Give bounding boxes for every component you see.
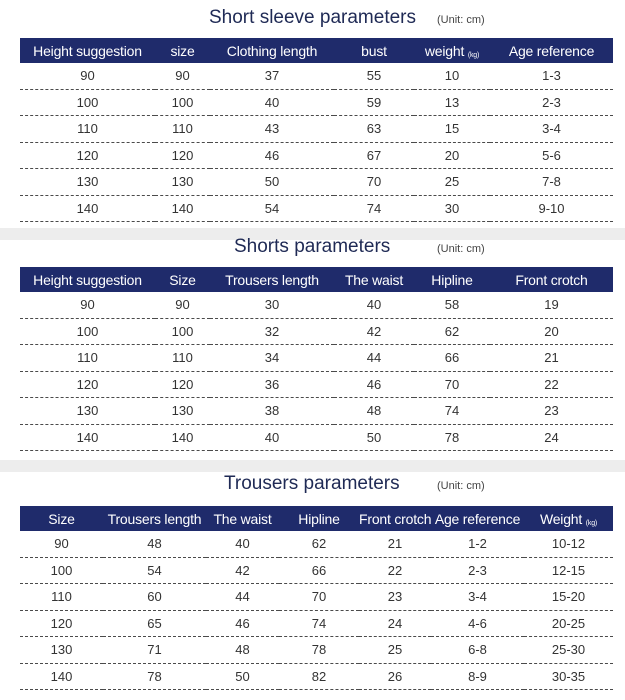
header-weight-label: weight [424,42,465,59]
table-cell: 20 [414,142,490,169]
table-cell: 20-25 [524,610,613,637]
table-cell: 120 [20,610,103,637]
table-cell: 82 [279,663,359,690]
table-cell: 46 [206,610,279,637]
table-cell: 24 [490,424,613,451]
table-header-row [20,506,613,531]
table-cell: 60 [103,584,206,611]
table-cell: 130 [20,637,103,664]
table-row [20,345,613,372]
shorts-body [20,292,613,451]
table-cell: 25 [359,637,431,664]
table-cell: 74 [334,195,414,222]
table-cell: 74 [414,398,490,425]
table-cell: 40 [210,424,334,451]
table-cell: 9-10 [490,195,613,222]
header-hipline: Hipline [431,271,473,288]
table-cell: 130 [155,169,210,196]
table-cell: 66 [414,345,490,372]
header-front-crotch: Front crotch [515,271,588,288]
trousers-body [20,531,613,690]
table-cell: 71 [103,637,206,664]
table-row [20,63,613,89]
table-row [20,663,613,690]
table-row [20,195,613,222]
table-cell: 26 [359,663,431,690]
table-cell: 5-6 [490,142,613,169]
table-row [20,637,613,664]
table-cell: 70 [279,584,359,611]
table-cell: 42 [206,557,279,584]
table-cell: 12-15 [524,557,613,584]
trousers-section [0,472,625,700]
header-clothing-length: Clothing length [226,42,318,59]
table-cell: 130 [20,169,155,196]
table-row [20,531,613,557]
header-weight [524,506,613,531]
table-row [20,371,613,398]
table-cell: 90 [20,292,155,318]
table-row [20,116,613,143]
header-bust: bust [361,42,387,59]
table-cell: 90 [20,531,103,557]
table-cell: 6-8 [431,637,524,664]
header-weight [414,38,490,63]
table-cell: 140 [20,663,103,690]
shorts-table [20,267,613,451]
table-cell: 1-2 [431,531,524,557]
table-row [20,610,613,637]
table-cell: 90 [20,63,155,89]
table-row [20,424,613,451]
table-cell: 140 [20,424,155,451]
table-cell: 10 [414,63,490,89]
table-cell: 54 [103,557,206,584]
table-cell: 10-12 [524,531,613,557]
table-cell: 50 [206,663,279,690]
table-header-row [20,267,613,292]
table-cell: 43 [210,116,334,143]
table-cell: 65 [103,610,206,637]
table-cell: 50 [334,424,414,451]
table-cell: 78 [103,663,206,690]
table-cell: 62 [414,318,490,345]
table-row [20,89,613,116]
shorts-unit: (Unit: cm) [437,243,485,255]
table-cell: 4-6 [431,610,524,637]
table-cell: 130 [155,398,210,425]
table-cell: 90 [155,63,210,89]
table-cell: 1-3 [490,63,613,89]
header-size: size [170,42,195,59]
table-cell: 48 [334,398,414,425]
header-height-suggestion: Height suggestion [33,42,142,59]
table-cell: 140 [155,195,210,222]
header-weight-label: Weight [539,510,583,527]
header-trousers-length: Trousers length [107,510,202,527]
table-cell: 22 [359,557,431,584]
table-cell: 120 [155,371,210,398]
table-cell: 32 [210,318,334,345]
table-cell: 140 [155,424,210,451]
table-cell: 100 [20,557,103,584]
table-row [20,169,613,196]
table-cell: 50 [210,169,334,196]
table-cell: 46 [210,142,334,169]
table-cell: 62 [279,531,359,557]
shorts-section [0,236,625,462]
table-cell: 23 [359,584,431,611]
table-cell: 34 [210,345,334,372]
short-sleeve-section [0,0,625,228]
table-cell: 120 [20,142,155,169]
table-cell: 66 [279,557,359,584]
table-cell: 70 [334,169,414,196]
table-cell: 70 [414,371,490,398]
table-cell: 23 [490,398,613,425]
table-cell: 120 [20,371,155,398]
table-cell: 110 [20,345,155,372]
header-height-suggestion: Height suggestion [33,271,142,288]
table-cell: 13 [414,89,490,116]
table-cell: 40 [334,292,414,318]
table-cell: 30 [210,292,334,318]
table-cell: 130 [20,398,155,425]
short-sleeve-table [20,38,613,222]
table-cell: 120 [155,142,210,169]
table-cell: 15 [414,116,490,143]
table-cell: 110 [155,345,210,372]
table-cell: 21 [490,345,613,372]
trousers-unit: (Unit: cm) [437,480,485,492]
header-size: Size [169,271,196,288]
table-cell: 40 [210,89,334,116]
table-cell: 100 [155,89,210,116]
table-cell: 7-8 [490,169,613,196]
header-weight-unit: (kg) [585,519,598,527]
table-cell: 30 [414,195,490,222]
trousers-table [20,506,613,690]
header-weight-unit: (kg) [467,51,480,59]
short-sleeve-unit: (Unit: cm) [437,14,485,26]
table-cell: 63 [334,116,414,143]
header-the-waist: The waist [344,271,404,288]
header-age-reference: Age reference [508,42,595,59]
table-cell: 2-3 [431,557,524,584]
table-cell: 100 [20,318,155,345]
table-cell: 40 [206,531,279,557]
table-cell: 3-4 [431,584,524,611]
table-cell: 21 [359,531,431,557]
table-cell: 110 [20,584,103,611]
table-cell: 25 [414,169,490,196]
shorts-title: Shorts parameters [234,236,391,257]
header-hipline: Hipline [298,510,340,527]
table-cell: 42 [334,318,414,345]
table-cell: 67 [334,142,414,169]
short-sleeve-body [20,63,613,222]
table-cell: 8-9 [431,663,524,690]
trousers-title: Trousers parameters [224,473,400,494]
short-sleeve-title: Short sleeve parameters [209,7,416,28]
table-row [20,292,613,318]
table-cell: 100 [20,89,155,116]
table-cell: 74 [279,610,359,637]
table-cell: 110 [20,116,155,143]
header-size: Size [48,510,75,527]
table-cell: 78 [414,424,490,451]
table-cell: 140 [20,195,155,222]
table-cell: 30-35 [524,663,613,690]
table-cell: 22 [490,371,613,398]
table-cell: 24 [359,610,431,637]
table-cell: 15-20 [524,584,613,611]
header-front-crotch: Front crotch [359,510,432,527]
table-cell: 48 [103,531,206,557]
table-cell: 36 [210,371,334,398]
table-cell: 78 [279,637,359,664]
table-header-row [20,38,613,63]
table-row [20,318,613,345]
table-row [20,557,613,584]
table-cell: 2-3 [490,89,613,116]
table-cell: 3-4 [490,116,613,143]
table-row [20,584,613,611]
table-cell: 55 [334,63,414,89]
table-cell: 38 [210,398,334,425]
table-cell: 44 [334,345,414,372]
table-cell: 19 [490,292,613,318]
table-cell: 54 [210,195,334,222]
table-cell: 48 [206,637,279,664]
table-cell: 90 [155,292,210,318]
table-row [20,398,613,425]
table-cell: 110 [155,116,210,143]
table-cell: 59 [334,89,414,116]
table-cell: 37 [210,63,334,89]
table-row [20,142,613,169]
header-trousers-length: Trousers length [225,271,319,288]
table-cell: 58 [414,292,490,318]
header-age-reference: Age reference [434,510,521,527]
table-cell: 44 [206,584,279,611]
table-cell: 100 [155,318,210,345]
header-the-waist: The waist [213,510,272,527]
table-cell: 25-30 [524,637,613,664]
table-cell: 46 [334,371,414,398]
table-cell: 20 [490,318,613,345]
